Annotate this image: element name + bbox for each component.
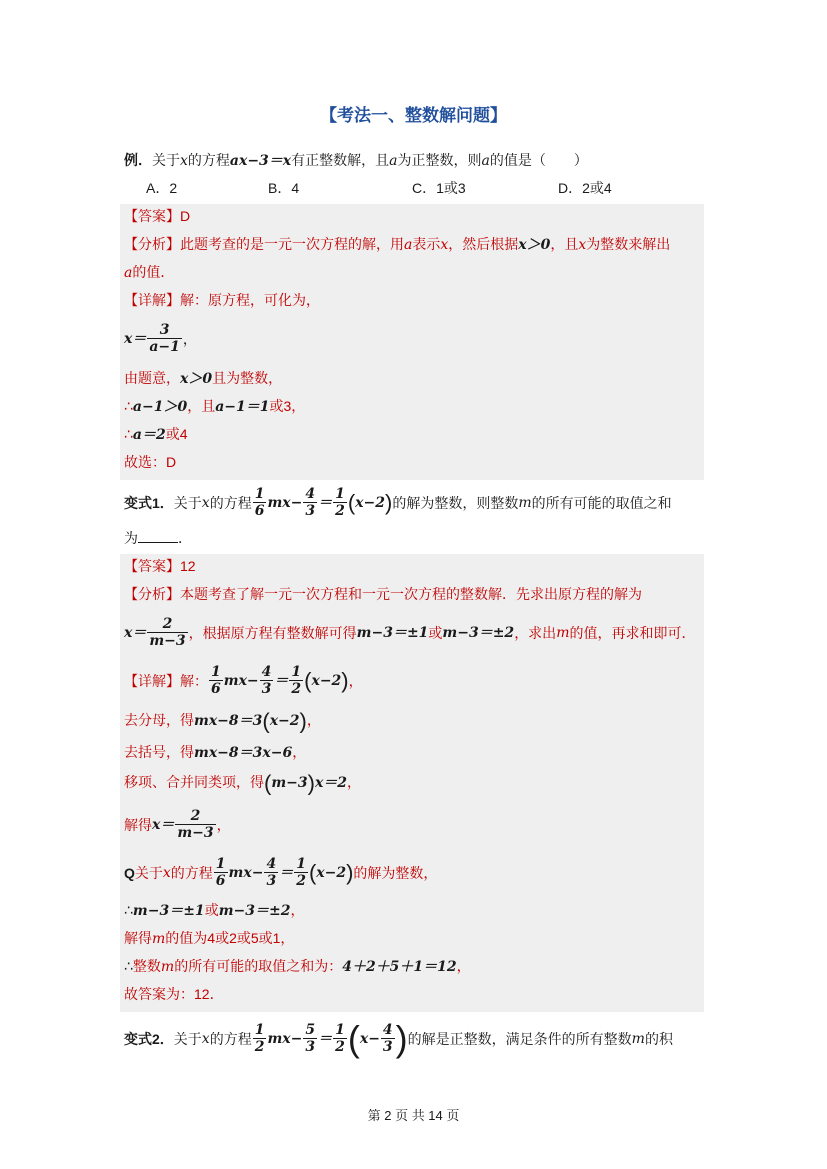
option-b: B．4 <box>268 180 300 196</box>
example-equation: ax−3＝x <box>229 153 292 169</box>
equation-x-fraction: x＝ $\frac{3}{a-1}$ ， <box>124 322 197 355</box>
analysis-line-2: 【分析】本题考查了解一元一次方程和一元一次方程的整数解．先求出原方程的解为 <box>124 586 642 602</box>
step2-line-7: 解得m的值为4或2或5或1， <box>124 930 295 947</box>
detail-line-2: 【详解】 解： $\frac{1}{6}$ mx− $\frac{4}{3}$ ＝ $\frac{1}{2}$ ( x−2 ) ， <box>124 664 363 697</box>
option-d: D．2或4 <box>558 180 612 196</box>
detail-line-1: 【详解】解：原方程，可化为， <box>124 292 320 308</box>
variant2-question: 变式2． 关于 x 的方程 $\frac{1}{2}$ mx− $\frac{5}{3}$ ＝ $\frac{1}{2}$ ( x− $\frac{4}{3}$ ) 的解是正整数，满足条件的所有整数 m 的积 <box>124 1017 673 1059</box>
analysis-line-2b: x＝ $\frac{2}{m-3}$ ，根据原方程有整数解可得 m−3＝±1 或 m−3＝±2 ，求出 m 的值，再求和即可． <box>124 616 696 649</box>
variant1-question: 变式1． 关于 x 的方程 $\frac{1}{6}$ mx− $\frac{4}{3}$ ＝ $\frac{1}{2}$ ( x−2 ) 的解为整数，则整数 m 的所有可能的取值之和 <box>124 486 672 519</box>
option-c: C．1或3 <box>412 180 466 196</box>
example-question: 例．关于x的方程ax−3＝x有正整数解，且a为正整数，则a的值是（ ） <box>124 152 588 169</box>
answer-line-2: 【答案】12 <box>124 558 196 574</box>
answer-blank <box>138 528 178 543</box>
page-footer: 第 2 页 共 14 页 <box>367 1108 460 1123</box>
analysis-line-1: 【分析】此题考查的是一元一次方程的解，用a表示x，然后根据x＞0，且x为整数来解出 <box>124 236 671 253</box>
option-a: A．2 <box>146 180 178 196</box>
answer-line-1: 【答案】D <box>124 208 191 224</box>
answer-value: D <box>180 208 191 224</box>
step-line-3: ∴a＝2或4 <box>124 426 188 443</box>
step2-line-3: 移项、合并同类项，得(m−3)x＝2， <box>124 770 362 796</box>
step2-line-8: ∴整数m的所有可能的取值之和为：4＋2＋5＋1＝12， <box>124 958 471 975</box>
analysis-line-1b: a的值． <box>124 264 175 281</box>
step-line-1: 由题意，x＞0且为整数， <box>124 370 283 387</box>
step2-line-6: ∴m−3＝±1或m−3＝±2， <box>124 902 305 919</box>
step-line-2: ∴a−1＞0，且a−1＝1或3， <box>124 398 306 415</box>
step2-line-5: Q 关于 x 的方程 $\frac{1}{6}$ mx− $\frac{4}{3}$ ＝ $\frac{1}{2}$ ( x−2 ) 的解为整数， <box>124 856 438 889</box>
step2-line-4: 解得 x＝ $\frac{2}{m-3}$ ， <box>124 808 231 841</box>
variant1-label: 变式1． <box>124 494 174 511</box>
choose-line-1: 故选：D <box>124 454 177 470</box>
step2-line-2: 去括号，得mx−8＝3x−6， <box>124 744 307 761</box>
example-label: 例． <box>124 152 152 168</box>
final-line-2: 故答案为：12． <box>124 986 224 1002</box>
step2-line-1: 去分母，得mx−8＝3(x−2)， <box>124 708 321 734</box>
variant2-label: 变式2． <box>124 1030 174 1047</box>
section-title: 【考法一、整数解问题】 <box>320 106 507 125</box>
variant1-question-2: 为 ． <box>124 530 192 546</box>
